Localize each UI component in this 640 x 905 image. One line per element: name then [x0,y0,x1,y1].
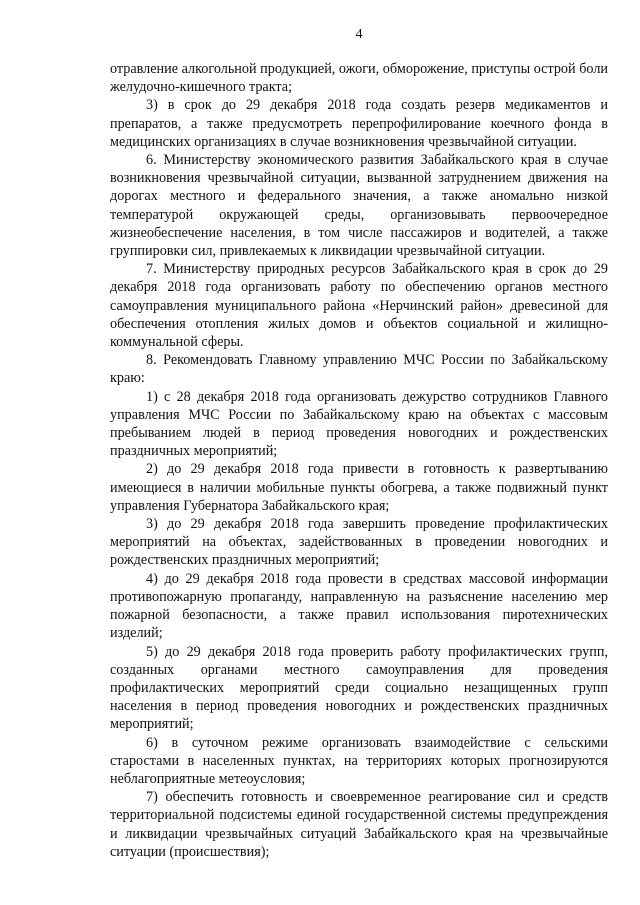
paragraph-item-3-medical-reserve: 3) в срок до 29 декабря 2018 года создать резерв медикаментов и препаратов, а также предусмотреть перепрофилирование коечного фонда в медицинских организациях в случае возникновения чрезвычайной ситуации. [110,97,608,150]
paragraph-item-3-prevention: 3) до 29 декабря 2018 года завершить проведение профилактических мероприятий на объектах, задействованных в проведении новогодних и рождественских праздничных мероприятий; [110,516,608,569]
page-number: 4 [355,27,363,42]
document-body [110,60,608,861]
paragraph-item-2-heating-points: 2) до 29 декабря 2018 года привести в готовность к развертыванию имеющиеся в наличии мобильные пункты обогрева, а также подвижный пункт управления Губернатора Забайкальского края; [110,461,608,514]
paragraph-item-5-prevention-groups: 5) до 29 декабря 2018 года проверить работу профилактических групп, созданных органами местного самоуправления для проведения профилактических мероприятий среди социально незащищенных групп населения в период проведения новогодних и рождественских праздничных мероприятий; [110,643,608,733]
paragraph-item-6-village-elders: 6) в суточном режиме организовать взаимодействие с сельскими старостами в населенных пунктах, на территориях которых прогнозируются неблагоприятные метеоусловия; [110,734,608,787]
paragraph-item-1-duty: 1) с 28 декабря 2018 года организовать дежурство сотрудников Главного управления МЧС России по Забайкальскому краю на объектах с массовым пребыванием людей в период проведения новогодних и рождественских праздничных мероприятий; [110,388,608,460]
document-page [110,26,608,861]
paragraph-item-7-readiness: 7) обеспечить готовность и своевременное реагирование сил и средств территориальной подсистемы единой государственной системы предупреждения и ликвидации чрезвычайных ситуаций Забайкальского края на чрезвычайные ситуации (происшествия); [110,789,608,860]
paragraph-continuation: отравление алкогольной продукцией, ожоги, обморожение, приступы острой боли желудочно-кишечного тракта; [110,61,608,96]
paragraph-6-ministry-economic-development: 6. Министерству экономического развития Забайкальского края в случае возникновения чрезвычайной ситуации, вызванной затруднением движения на дорогах местного и федерального значения, а также аномально низкой температурой окружающей среды, организовывать первоочередное жизнеобеспечение населения, в том числе пассажиров и водителей, а также группировки сил, привлекаемых к ликвидации чрезвычайной ситуации. [110,152,608,260]
paragraph-7-ministry-natural-resources: 7. Министерству природных ресурсов Забайкальского края в срок до 29 декабря 2018 года организовать работу по обеспечению органов местного самоуправления муниципального района «Нерчинский район» древесиной для обеспечения отопления жилых домов и объектов социальной и жилищно-коммунальной сферы. [110,261,608,351]
paragraph-8-recommend-emercom: 8. Рекомендовать Главному управлению МЧС России по Забайкальскому краю: [110,352,608,387]
paragraph-item-4-fire-propaganda: 4) до 29 декабря 2018 года провести в средствах массовой информации противопожарную пропаганду, направленную на разъяснение населению мер пожарной безопасности, а также правил использования пиротехнических изделий; [110,570,608,642]
